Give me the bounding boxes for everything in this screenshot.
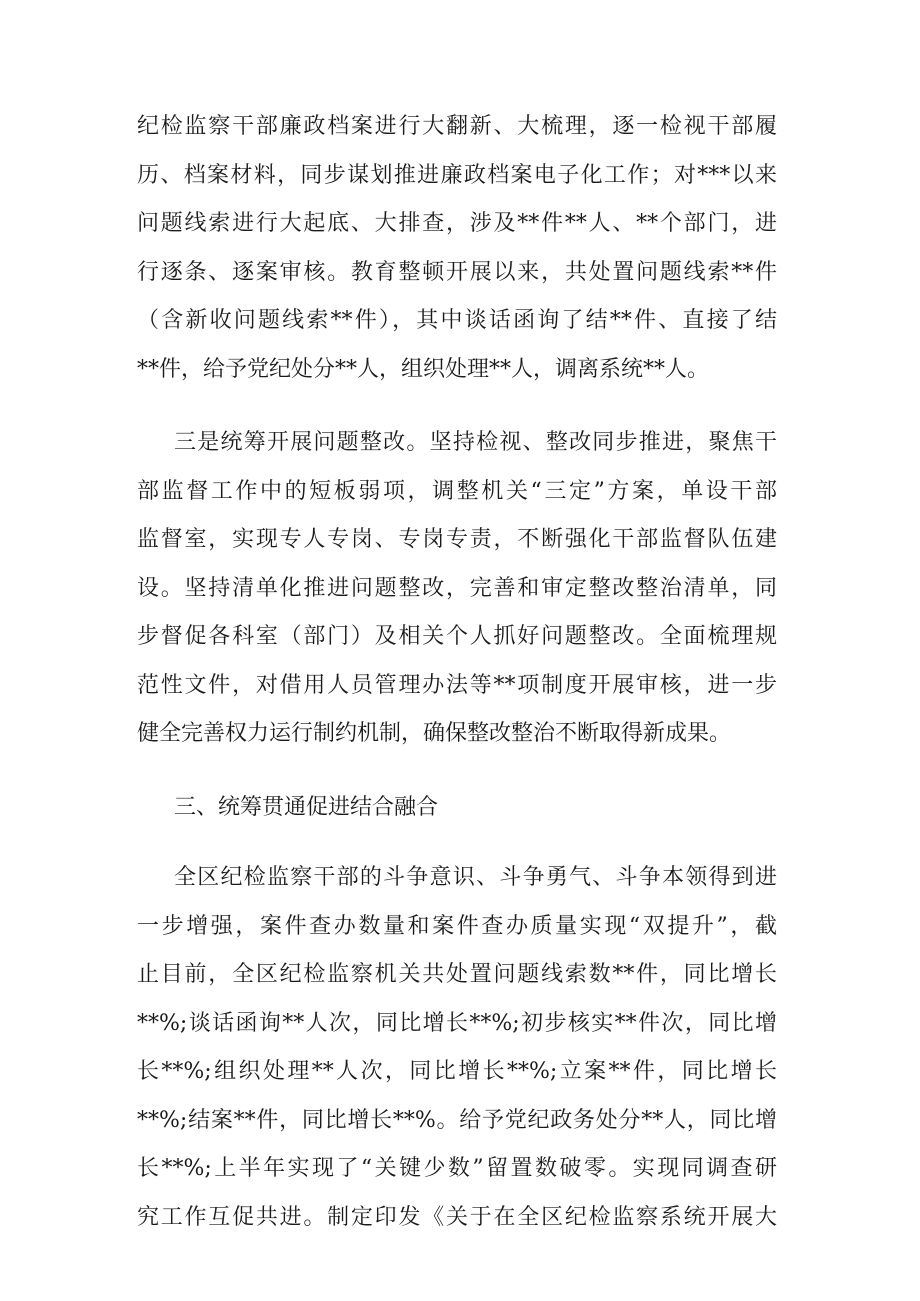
section-heading-text: 三、统筹贯通促进结合融合 [174,794,439,820]
text-line: 设。坚持清单化推进问题整改，完善和审定整改整治清单，同 [137,575,777,601]
text-line: 行逐条、逐案审核。教育整顿开展以来，共处置问题线索**件 [137,259,777,285]
text-line: 长**%;上半年实现了“关键少数”留置数破零。实现同调查研 [137,1156,777,1181]
text-line: 究工作互促共进。制定印发《关于在全区纪检监察系统开展大 [137,1204,777,1230]
text-line: 止目前，全区纪检监察机关共处置问题线索数**件，同比增长 [137,962,777,987]
paragraph-rectification [137,419,777,759]
text-line: 长**%;组织处理**人次，同比增长**%;立案**件，同比增长 [137,1059,777,1084]
text-line: 问题线索进行大起底、大排查，涉及**件**人、**个部门，进 [137,211,777,236]
text-line: 范性文件，对借用人员管理办法等**项制度开展审核，进一步 [137,672,777,698]
text-line: 一步增强，案件查办数量和案件查办质量实现“双提升”，截 [137,913,777,939]
text-line: 部监督工作中的短板弱项，调整机关“三定”方案，单设干部 [137,478,777,504]
paragraph-results [137,854,777,1242]
text-line: 步督促各科室（部门）及相关个人抓好问题整改。全面梳理规 [137,624,777,649]
text-line: 三是统筹开展问题整改。坚持检视、整改同步推进，聚焦干 [174,430,777,455]
text-line: 纪检监察干部廉政档案进行大翻新、大梳理，逐一检视干部履 [137,114,777,139]
text-line: **件，给予党纪处分**人，组织处理**人，调离系统**人。 [137,356,710,382]
text-line: 历、档案材料，同步谋划推进廉政档案电子化工作；对***以来 [137,162,777,188]
text-line: 全区纪检监察干部的斗争意识、斗争勇气、斗争本领得到进 [174,865,777,890]
text-line: 健全完善权力运行制约机制，确保整改整治不断取得新成果。 [137,721,732,746]
section-heading [137,784,777,833]
document-body [137,103,777,1267]
text-line: **%;谈话函询**人次，同比增长**%;初步核实**件次，同比增 [137,1010,777,1036]
paragraph-case-handling [137,103,777,394]
text-line: （含新收问题线索**件），其中谈话函询了结**件、直接了结 [137,308,777,333]
text-line: 监督室，实现专人专岗、专岗专责，不断强化干部监督队伍建 [137,527,777,552]
text-line: **%;结案**件，同比增长**%。给予党纪政务处分**人，同比增 [137,1107,777,1133]
